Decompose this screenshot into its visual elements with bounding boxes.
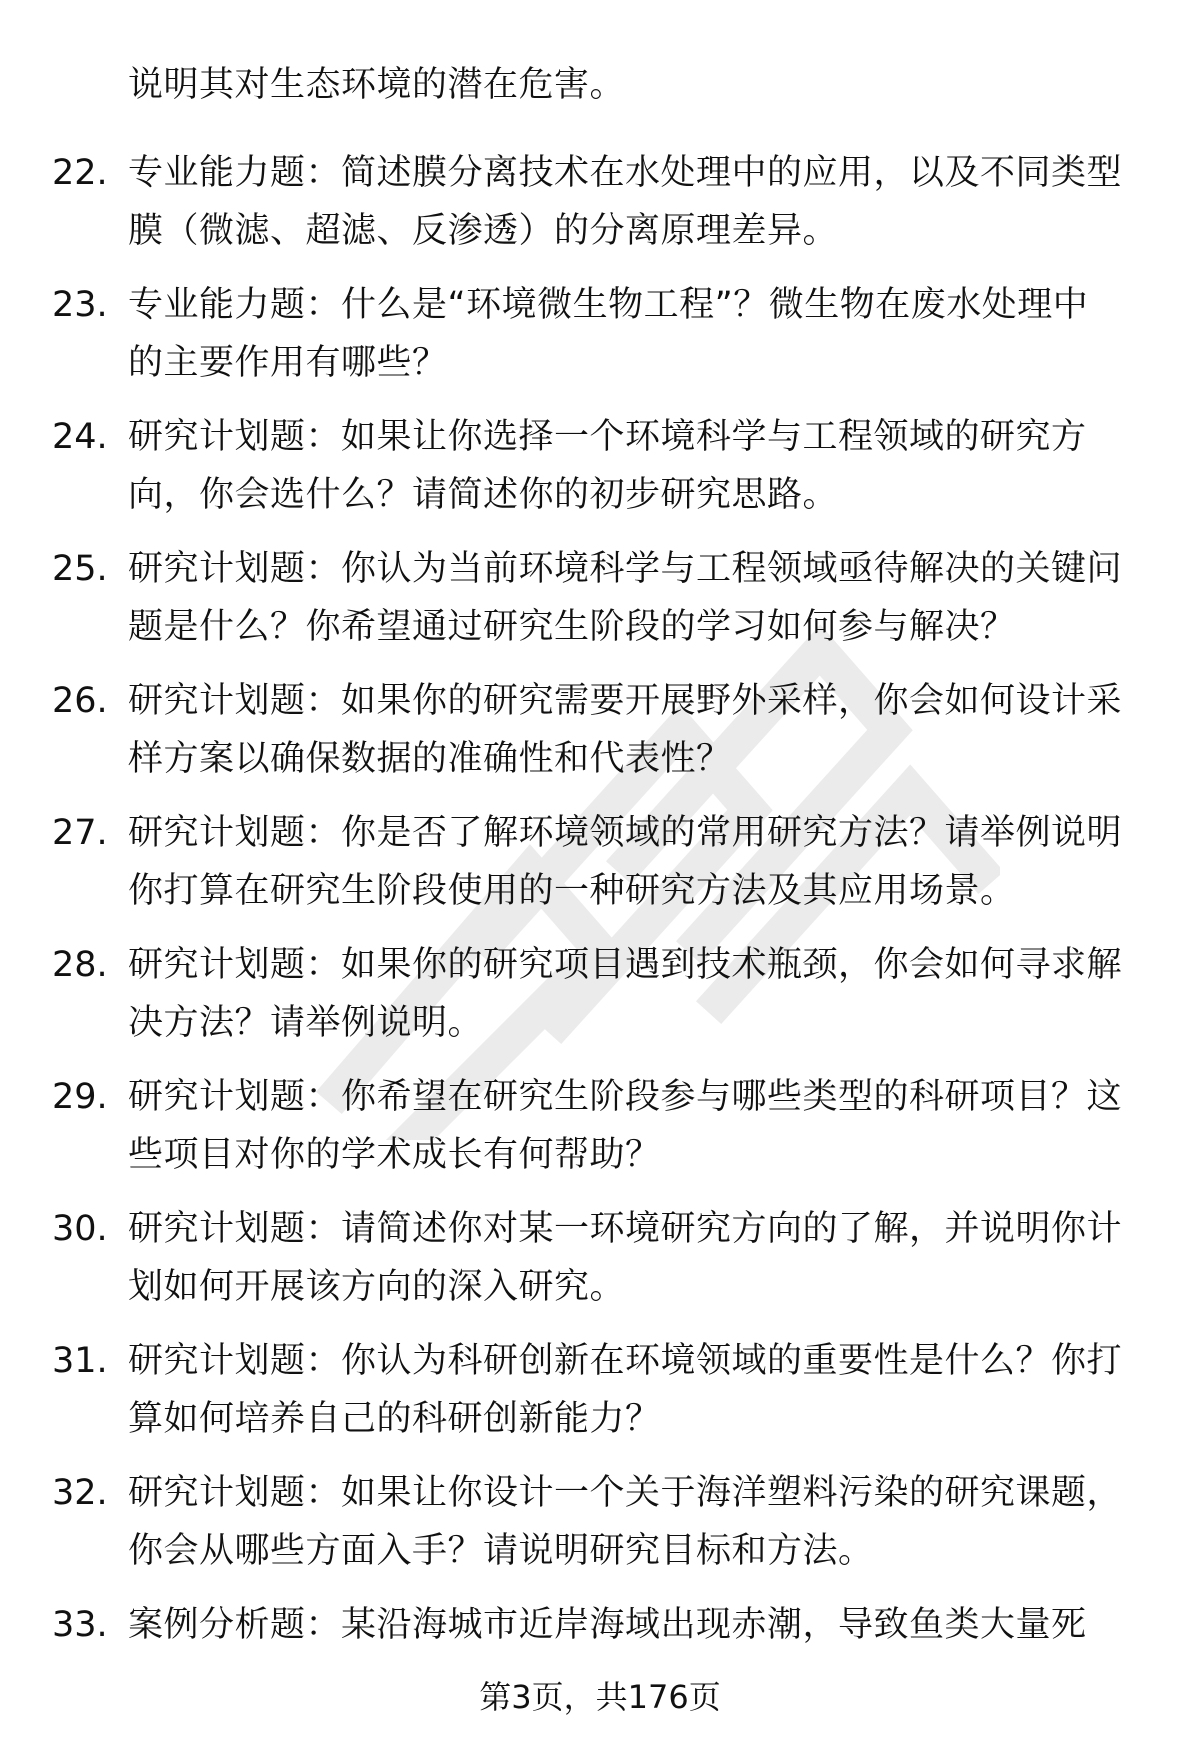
question-number: 24. (52, 417, 108, 457)
question-item (0, 276, 1200, 408)
question-line: 研究计划题：如果让你选择一个环境科学与工程领域的研究方 (128, 417, 1087, 457)
question-text (128, 408, 1138, 524)
question-list (0, 144, 1200, 1728)
question-line: 你打算在研究生阶段使用的一种研究方法及其应用场景。 (128, 871, 1016, 911)
question-text (128, 540, 1138, 656)
question-line: 膜（微滤、超滤、反渗透）的分离原理差异。 (128, 211, 839, 251)
question-item (0, 1068, 1200, 1200)
question-text (128, 804, 1138, 920)
question-line: 算如何培养自己的科研创新能力？ (128, 1399, 661, 1439)
question-line: 研究计划题：如果让你设计一个关于海洋塑料污染的研究课题， (128, 1473, 1123, 1513)
question-line: 些项目对你的学术成长有何帮助？ (128, 1135, 661, 1175)
question-text (128, 936, 1138, 1052)
question-item (0, 804, 1200, 936)
question-number: 22. (52, 153, 108, 193)
question-line: 专业能力题：什么是“环境微生物工程”？微生物在废水处理中 (128, 285, 1089, 325)
question-text (128, 1596, 1138, 1654)
question-line: 研究计划题：请简述你对某一环境研究方向的了解，并说明你计 (128, 1209, 1123, 1249)
question-text (128, 1332, 1138, 1448)
question-line: 题是什么？你希望通过研究生阶段的学习如何参与解决？ (128, 607, 1016, 647)
question-number: 25. (52, 549, 108, 589)
question-line: 专业能力题：简述膜分离技术在水处理中的应用，以及不同类型 (128, 153, 1123, 193)
question-number: 26. (52, 681, 108, 721)
question-number: 28. (52, 945, 108, 985)
question-text (128, 144, 1138, 260)
page-footer: 第3页，共176页 (479, 1678, 721, 1716)
question-number: 29. (52, 1077, 108, 1117)
question-item (0, 144, 1200, 276)
question-number: 30. (52, 1209, 108, 1249)
question-text (128, 1068, 1138, 1184)
question-item (0, 936, 1200, 1068)
question-line: 决方法？请举例说明。 (128, 1003, 484, 1043)
question-line: 研究计划题：你是否了解环境领域的常用研究方法？请举例说明 (128, 813, 1123, 853)
question-text (128, 276, 1138, 392)
question-item (0, 672, 1200, 804)
question-number: 32. (52, 1473, 108, 1513)
question-number: 33. (52, 1605, 108, 1645)
question-line: 划如何开展该方向的深入研究。 (128, 1267, 626, 1307)
question-item (0, 408, 1200, 540)
question-line: 研究计划题：你希望在研究生阶段参与哪些类型的科研项目？这 (128, 1077, 1123, 1117)
question-item (0, 1332, 1200, 1464)
question-line: 你会从哪些方面入手？请说明研究目标和方法。 (128, 1531, 874, 1571)
question-line: 案例分析题：某沿海城市近岸海域出现赤潮，导致鱼类大量死 (128, 1605, 1087, 1645)
question-line: 样方案以确保数据的准确性和代表性？ (128, 739, 732, 779)
question-line: 研究计划题：如果你的研究项目遇到技术瓶颈，你会如何寻求解 (128, 945, 1123, 985)
question-text (128, 1200, 1138, 1316)
question-line: 研究计划题：你认为当前环境科学与工程领域亟待解决的关键问 (128, 549, 1123, 589)
question-line: 研究计划题：你认为科研创新在环境领域的重要性是什么？你打 (128, 1341, 1123, 1381)
question-item (0, 1464, 1200, 1596)
question-text (128, 672, 1138, 788)
question-line: 的主要作用有哪些？ (128, 343, 448, 383)
question-line: 向，你会选什么？请简述你的初步研究思路。 (128, 475, 839, 515)
continuation-text: 说明其对生态环境的潜在危害。 (128, 65, 626, 105)
question-number: 23. (52, 285, 108, 325)
question-text (128, 1464, 1138, 1580)
question-number: 31. (52, 1341, 108, 1381)
question-item (0, 540, 1200, 672)
question-item (0, 1200, 1200, 1332)
question-line: 研究计划题：如果你的研究需要开展野外采样，你会如何设计采 (128, 681, 1123, 721)
question-number: 27. (52, 813, 108, 853)
